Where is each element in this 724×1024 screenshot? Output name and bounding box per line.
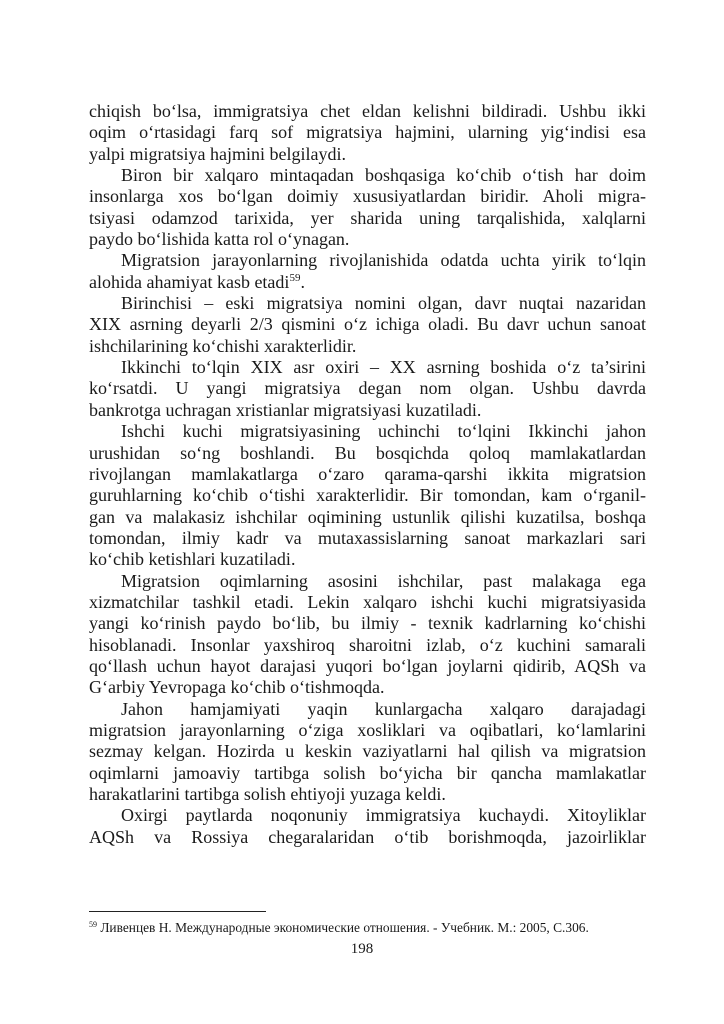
text-line [89,443,646,464]
text-line [89,208,646,229]
line-text: bankrotga uchragan xristianlar migratsiyasi kuzatiladi. [89,399,482,420]
line-text: guruhlarning ko‘chib o‘tishi xarakterlidir. Bir tomondan, kam o‘rganil- [89,485,646,506]
text-line [89,186,646,207]
text-line [89,250,646,271]
text-line [89,827,646,848]
line-text: paydo bo‘lishida katta rol o‘ynagan. [89,229,350,250]
footnote-reference[interactable]: 59 [289,271,301,284]
line-text: alohida ahamiyat kasb etadi [89,271,290,292]
text-line [89,101,646,122]
text-line [89,400,646,421]
line-text: Birinchisi – eski migratsiya nomini olgan, davr nuqtai nazaridan [121,293,646,314]
line-text: Ikkinchi to‘lqin XIX asr oxiri – XX asrning boshida o‘z ta’sirini [121,357,646,378]
footnote-number: 59 [89,920,97,929]
text-line [89,656,646,677]
text-line [89,314,646,335]
text-line [89,677,646,698]
line-text: ko‘chib ketishlari kuzatiladi. [89,549,296,570]
paragraph [89,571,646,699]
footnote-text: Ливенцев Н. Международные экономические отношения. - Учебник. М.: 2005, С.306. [97,920,589,935]
line-text: Migratsion oqimlarning asosini ishchilar, past malakaga ega [121,570,646,591]
line-text: Biron bir xalqaro mintaqadan boshqasiga ko‘chib o‘tish har doim [121,165,646,186]
text-line [89,357,646,378]
text-line [89,549,646,570]
line-text: harakatlarini tartibga solish ehtiyoji yuzaga keldi. [89,784,446,804]
text-line [89,144,646,165]
text-line [89,699,646,720]
body-text [89,101,646,848]
paragraph [89,699,646,806]
line-text: chiqish bo‘lsa, immigratsiya chet eldan kelishni bildiradi. Ushbu ikki [89,101,646,121]
text-line [89,805,646,826]
line-text: G‘arbiy Yevropaga ko‘chib o‘tishmoqda. [89,677,385,698]
line-text: oqim o‘rtasidagi farq sof migratsiya hajmini, ularning yig‘indisi esa [89,122,646,143]
text-line [89,571,646,592]
line-text: . [300,271,305,292]
line-text: rivojlangan mamlakatlarga o‘zaro qarama-qarshi ikkita migratsion [89,463,646,484]
line-text: ko‘rsatdi. U yangi migratsiya degan nom olgan. Ushbu davrda [89,378,646,399]
line-text: sezmay kelgan. Hozirda u keskin vaziyatlarni hal qilish va migratsion [89,741,646,762]
text-line [89,378,646,399]
paragraph [89,357,646,421]
line-text: XIX asrning deyarli 2/3 qismini o‘z ichiga oladi. Bu davr uchun sanoat [89,314,646,335]
text-line [89,229,646,250]
text-line [89,507,646,528]
text-line [89,763,646,784]
text-line [89,336,646,357]
paragraph [89,805,646,848]
paragraph [89,250,646,293]
line-text: gan va malakasiz ishchilar oqimining ustunlik qilishi kuzatilsa, boshqa [89,506,646,527]
line-text: xizmatchilar tashkil etadi. Lekin xalqaro ishchi kuchi migratsiyasida [89,591,646,612]
line-text: qo‘llash uchun hayot darajasi yuqori bo‘lgan joylarni qidirib, AQSh va [89,655,646,676]
line-text: oqimlarni jamoaviy tartibga solish bo‘yicha bir qancha mamlakatlar [89,762,646,783]
text-line [89,165,646,186]
text-line [89,592,646,613]
paragraph [89,101,646,165]
text-line [89,528,646,549]
footnote [89,920,589,936]
line-text: yangi ko‘rinish paydo bo‘lib, bu ilmiy - texnik kadrlarning ko‘chishi [89,613,646,634]
text-line [89,421,646,442]
line-text: migratsion jarayonlarning o‘ziga xosliklari va oqibatlari, ko‘lamlarini [89,719,646,740]
text-line [89,485,646,506]
paragraph [89,421,646,570]
line-text: yalpi migratsiya hajmini belgilaydi. [89,143,346,164]
line-text: ishchilarining ko‘chishi xarakterlidir. [89,335,357,356]
line-text: Ishchi kuchi migratsiyasining uchinchi to‘lqini Ikkinchi jahon [121,421,646,442]
text-line [89,635,646,656]
line-text: insonlarga xos bo‘lgan doimiy xususiyatlardan biridir. Aholi migra- [89,186,646,207]
text-line [89,464,646,485]
line-text: Oxirgi paytlarda noqonuniy immigratsiya kuchaydi. Xitoyliklar [121,805,646,826]
text-line [89,720,646,741]
line-text: AQSh va Rossiya chegaralaridan o‘tib borishmoqda, jazoirliklar [89,826,646,847]
text-line [89,741,646,762]
line-text: urushidan so‘ng boshlandi. Bu bosqichda qoloq mamlakatlardan [89,442,646,463]
text-line [89,122,646,143]
line-text: hisoblanadi. Insonlar yaxshiroq sharoitni izlab, o‘z kuchini samarali [89,634,646,655]
text-line [89,784,646,805]
text-line [89,293,646,314]
footnote-separator [89,911,266,912]
text-line [89,613,646,634]
line-text: tomondan, ilmiy kadr va mutaxassislarning sanoat markazlari sari [89,527,646,548]
text-line [89,272,646,293]
line-text: Migratsion jarayonlarning rivojlanishida odatda uchta yirik to‘lqin [121,250,646,271]
paragraph [89,165,646,250]
line-text: tsiyasi odamzod tarixida, yer sharida uning tarqalishida, xalqlarni [89,207,646,228]
page-number: 198 [350,941,374,957]
line-text: Jahon hamjamiyati yaqin kunlargacha xalqaro darajadagi [121,698,646,719]
paragraph [89,293,646,357]
